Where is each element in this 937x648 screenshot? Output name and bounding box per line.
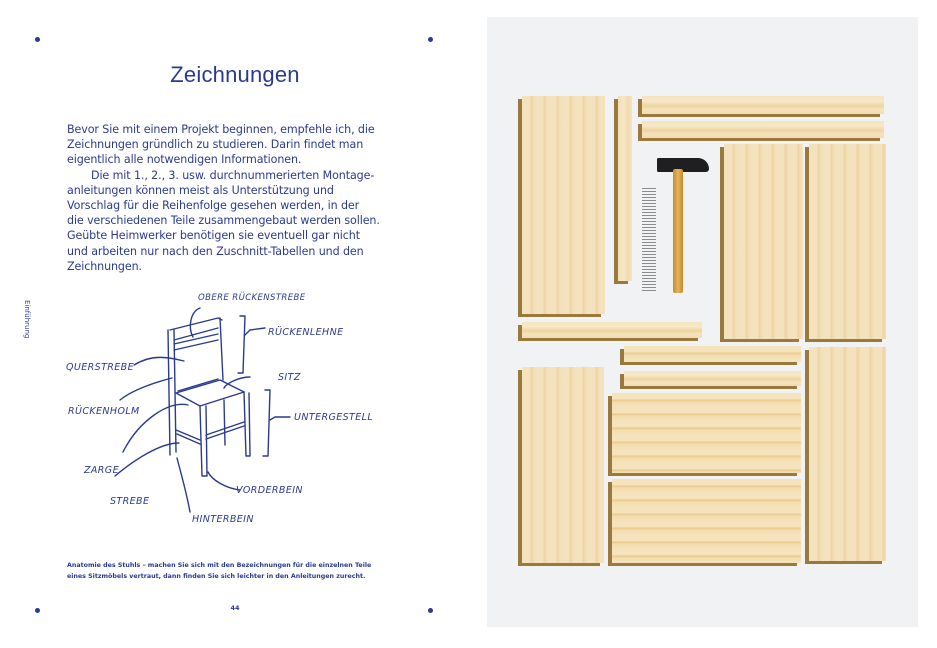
wood-board: [624, 371, 801, 386]
label-strebe: STREBE: [110, 496, 150, 507]
wood-board: [624, 346, 801, 362]
wood-board: [809, 144, 886, 339]
paragraph-line: Geübte Heimwerker benötigen sie eventuell gar nicht: [67, 229, 360, 243]
label-vorderbein: VORDERBEIN: [236, 485, 303, 496]
wood-boards-photo: [487, 17, 918, 627]
corner-dot-top-left: [35, 37, 40, 42]
wood-board: [642, 121, 884, 138]
label-rueckenlehne: RÜCKENLEHNE: [268, 327, 344, 338]
wood-board: [522, 367, 604, 563]
paragraph-line: Zeichnungen.: [67, 259, 142, 273]
paragraph-line: die verschiedenen Teile zusammengebaut werden sollen.: [67, 214, 380, 228]
paragraph-line: Bevor Sie mit einem Projekt beginnen, empfehle ich, die: [67, 123, 375, 136]
label-hinterbein: HINTERBEIN: [192, 514, 254, 525]
wood-board: [522, 322, 702, 338]
wood-board: [522, 96, 605, 314]
paragraph-line: Vorschlag für die Reihenfolge gesehen werden, in der: [67, 199, 360, 213]
wood-board: [618, 96, 632, 281]
section-tab-label: Einführung: [23, 300, 31, 339]
wood-board: [809, 347, 886, 561]
body-paragraph: [67, 122, 407, 274]
paragraph-line: anleitungen können meist als Unterstützung und: [67, 183, 334, 197]
caption-line: Anatomie des Stuhls – machen Sie sich mit den Bezeichnungen für die einzelnen Teile: [67, 562, 372, 569]
label-sitz: SITZ: [278, 372, 301, 383]
wood-board: [642, 96, 884, 114]
paragraph-line: und arbeiten nur nach den Zuschnitt-Tabellen und den: [67, 244, 364, 258]
figure-caption: [67, 561, 407, 582]
label-zarge: ZARGE: [84, 465, 119, 476]
page-title: Zeichnungen: [170, 62, 300, 87]
label-untergestell: UNTERGESTELL: [294, 412, 374, 423]
paragraph-line: eigentlich alle notwendigen Informationen.: [67, 153, 302, 167]
label-querstrebe: QUERSTREBE: [66, 362, 134, 373]
wood-board: [612, 479, 801, 563]
label-obere-rueckenstrebe: OBERE RÜCKENSTREBE: [198, 293, 306, 303]
paragraph-line: Zeichnungen gründlich zu studieren. Darin findet man: [67, 138, 364, 152]
hammer-handle: [673, 169, 683, 293]
wood-board: [724, 144, 803, 339]
caption-line: eines Sitzmöbels vertraut, dann finden Sie sich leichter in den Anleitungen zurecht.: [67, 572, 366, 580]
label-rueckenholm: RÜCKENHOLM: [68, 406, 140, 417]
chair-anatomy-sketch: [60, 280, 400, 530]
hammer-head-icon: [657, 158, 709, 172]
wood-board: [612, 393, 801, 473]
corner-dot-top-right: [428, 37, 433, 42]
nails-row: [642, 188, 656, 292]
paragraph-line: Die mit 1., 2., 3. usw. durchnummerierten Montage-: [91, 168, 375, 182]
page-number: 44: [230, 604, 240, 612]
